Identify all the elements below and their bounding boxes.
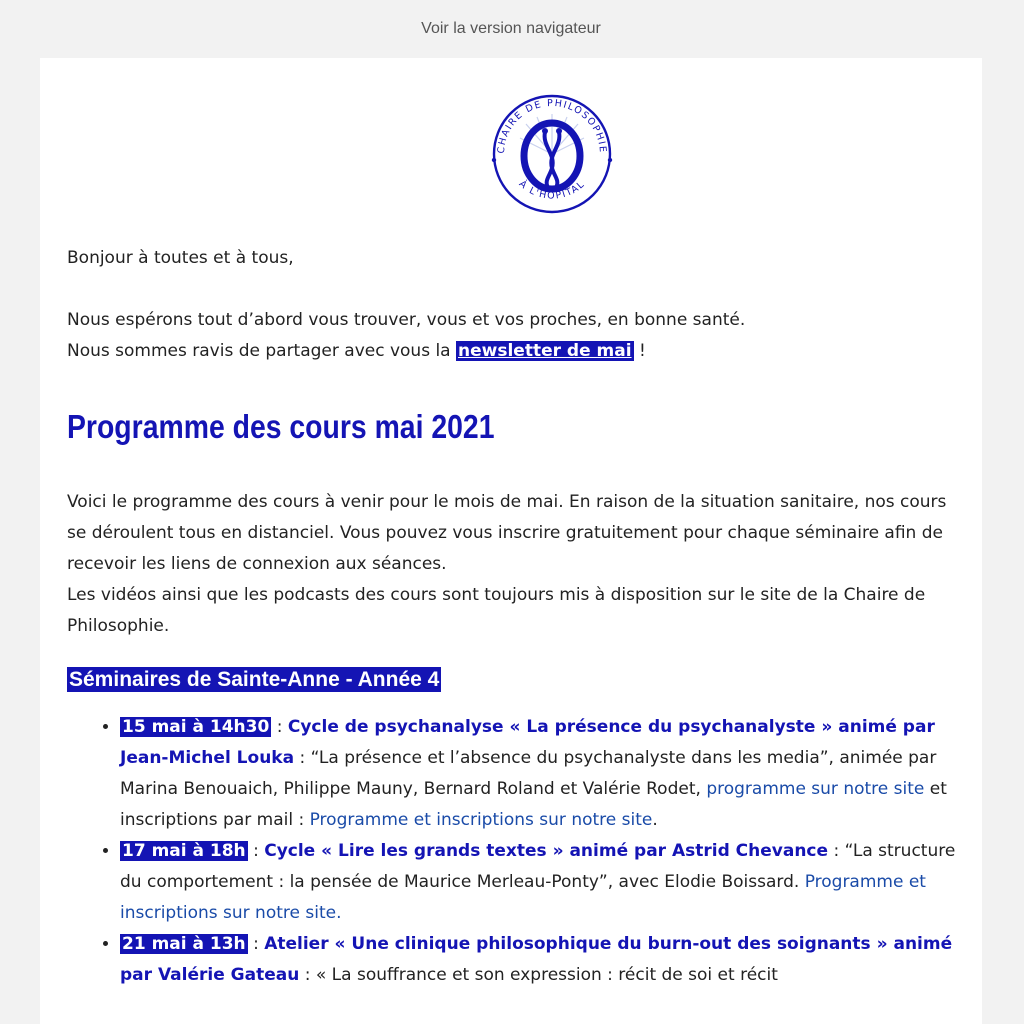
event-date: 17 mai à 18h xyxy=(122,841,246,861)
event-separator: : xyxy=(271,717,288,737)
program-site-link[interactable]: programme sur notre site xyxy=(706,779,925,799)
top-bar xyxy=(40,0,982,58)
event-description: : “La présence et l’absence du psychanalyste dans les media”, animée par Marina Benouaich, Philippe Mauny, Bernard Roland et Valérie Rodet, xyxy=(120,748,937,799)
program-inscriptions-link[interactable]: Programme et inscriptions sur notre site xyxy=(309,810,653,830)
videos-paragraph: Les vidéos ainsi que les podcasts des cours sont toujours mis à disposition sur le site de la Chaire de Philosophie. xyxy=(67,585,926,636)
intro-paragraphs xyxy=(67,487,957,642)
greeting: Bonjour à toutes et à tous, xyxy=(67,248,294,268)
logo-arc-bottom-text: À L'HÔPITAL xyxy=(516,178,588,202)
event-title: Cycle « Lire les grands textes » animé par Astrid Chevance xyxy=(264,841,829,861)
intro-line-2 xyxy=(67,336,957,367)
newsletter-link[interactable]: newsletter de mai xyxy=(458,341,632,361)
intro-line-1: Nous espérons tout d’abord vous trouver, vous et vos proches, en bonne santé. xyxy=(67,310,746,330)
intro-line-2-suffix: ! xyxy=(633,341,646,361)
event-mid-text: et inscriptions par mail : xyxy=(120,779,947,830)
intro-line-2-prefix: Nous sommes ravis de partager avec vous la xyxy=(67,341,457,361)
event-end: . xyxy=(652,810,658,830)
event-description: : “La structure du comportement : la pensée de Maurice Merleau-Ponty”, avec Elodie Boissard. xyxy=(120,841,956,892)
event-description: : « La souffrance et son expression : récit de soi et récit xyxy=(299,965,778,985)
browser-version-link[interactable]: Voir la version navigateur xyxy=(421,20,601,37)
section-title-text: Séminaires de Sainte-Anne - Année 4 xyxy=(69,668,440,691)
events-list xyxy=(67,712,957,991)
list-item xyxy=(120,836,957,929)
event-date: 21 mai à 13h xyxy=(122,934,246,954)
newsletter-content xyxy=(67,243,957,991)
event-title: Cycle de psychanalyse « La présence du psychanalyste » animé par Jean-Michel Louka xyxy=(120,717,935,768)
event-separator: : xyxy=(247,841,265,861)
logo-arc-top-text: CHAIRE DE PHILOSOPHIE xyxy=(495,97,609,155)
chaire-philosophie-logo-icon[interactable] xyxy=(482,84,622,224)
program-paragraph: Voici le programme des cours à venir pour le mois de mai. En raison de la situation sanitaire, nos cours se déroulent tous en distanciel. Vous pouvez vous inscrire gratuitement pour chaque séminaire afin de recevoir les liens de connexion aux séances. xyxy=(67,492,947,574)
page-title: Programme des cours mai 2021 xyxy=(67,408,495,445)
newsletter-card xyxy=(40,58,982,1024)
section-title xyxy=(67,666,957,694)
list-item xyxy=(120,712,957,836)
event-separator: : xyxy=(247,934,265,954)
list-item xyxy=(120,929,957,991)
program-inscriptions-link[interactable]: Programme et inscriptions sur notre site. xyxy=(120,872,926,923)
event-title: Atelier « Une clinique philosophique du burn-out des soignants » animé par Valérie Gateau xyxy=(120,934,953,985)
event-date: 15 mai à 14h30 xyxy=(122,717,270,737)
